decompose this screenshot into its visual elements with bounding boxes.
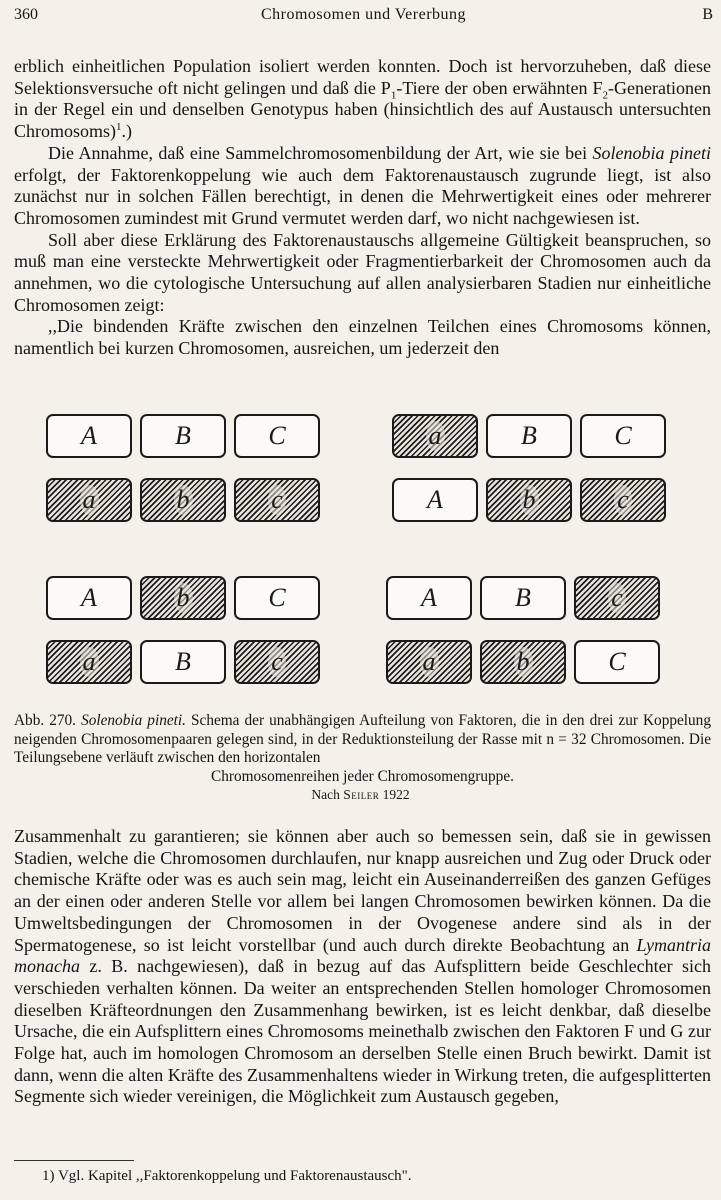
species-name: Solenobia pineti [592, 142, 711, 163]
chromosome-label: C [268, 583, 286, 612]
chromosome-c-hatched [234, 478, 320, 522]
chromosome-A [392, 478, 478, 522]
chromosome-label: b [174, 485, 193, 515]
body-text-bottom [14, 826, 711, 1108]
chromosome-label: C [268, 421, 286, 450]
chromosome-label: c [608, 583, 626, 613]
chromosome-label: A [427, 485, 443, 514]
caption-species: Solenobia pineti. [81, 712, 186, 729]
chromosome-label: A [81, 421, 97, 450]
figure-credit: Nach Seiler 1922 [311, 787, 410, 802]
chromosome-C [234, 414, 320, 458]
chromosome-B [480, 576, 566, 620]
running-title: Chromosomen und Vererbung [260, 6, 467, 23]
chromosome-label: b [174, 583, 193, 613]
footnote: 1) Vgl. Kapitel ,,Faktorenkoppelung und Faktorenaustausch". [42, 1168, 412, 1184]
quote-paragraph: ,,Die bindenden Kräfte zwischen den einzelnen Teilchen eines Chromosoms können, namentlich bei kurzen Chromosomen, ausreichen, um jederzeit den [14, 316, 711, 359]
chromosome-label: c [614, 485, 632, 515]
chromosome-label: B [521, 421, 537, 450]
chromosome-label: a [420, 647, 439, 677]
chromosome-label: b [520, 485, 539, 515]
chromosome-B [140, 640, 226, 684]
chromosome-label: A [81, 583, 97, 612]
chromosome-label: B [515, 583, 531, 612]
chromosome-a-hatched [392, 414, 478, 458]
chromosome-b-hatched [480, 640, 566, 684]
chromosome-label: a [80, 485, 99, 515]
chromosome-b-hatched [486, 478, 572, 522]
chromosome-a-hatched [386, 640, 472, 684]
chromosome-B [140, 414, 226, 458]
chromosome-B [486, 414, 572, 458]
chromosome-label: b [514, 647, 533, 677]
species-name: Lymantria monacha [14, 934, 711, 977]
chromosome-label: c [268, 485, 286, 515]
chromosome-C [580, 414, 666, 458]
chromosome-b-hatched [140, 478, 226, 522]
chromosome-label: C [614, 421, 632, 450]
caption-label: Abb. 270. [14, 712, 82, 729]
figure-caption: Abb. 270. Solenobia pineti. Schema der unabhängigen Aufteilung von Faktoren, die in den drei zur Koppelung neigenden Chromosomenpaaren gelegen sind, in der Reduktionsteilung der Rasse mit n = 32 Chromosomen. Die Teilungsebene verläuft zwischen den horizontalen Chromosomenreihen jeder Chromosomengruppe. [14, 712, 711, 785]
chromosome-label: a [426, 421, 445, 451]
chromosome-a-hatched [46, 640, 132, 684]
chromosome-c-hatched [234, 640, 320, 684]
page-header [14, 4, 713, 30]
chromosome-label: C [608, 647, 626, 676]
footnote-ref: 1 [116, 121, 122, 134]
chromosome-label: B [175, 647, 191, 676]
chromosome-b-hatched [140, 576, 226, 620]
signature-mark: B [702, 6, 713, 23]
paragraph: erblich einheitlichen Population isoliert werden konnten. Doch ist hervorzuheben, daß diese Selektionsversuche oft nicht gelingen und daß die $P_1$-Tiere der oben erwähnten $F_2$-Generationen in der Regel ein und denselben Genotypus haben (hinsichtlich des auf Austausch untersuchten Chromosoms)$^1$.) [14, 56, 711, 142]
footnote-rule [14, 1160, 134, 1161]
chromosome-label: B [175, 421, 191, 450]
paragraph: Die Annahme, daß eine Sammelchromosomenbildung der Art, wie sie bei Solenobia pineti erfolgt, der Faktorenkoppelung wie auch dem Faktorenaustausch zugrunde liegt, ist also zunächst nur in solchen Fällen berechtigt, in denen die Mehrwertigkeit eines oder mehrerer Chromosomen zumindest mit Grund vermutet werden darf, wo nicht nachgewiesen ist. [14, 142, 711, 228]
chromosome-c-hatched [574, 576, 660, 620]
chromosome-C [234, 576, 320, 620]
chromosome-A [46, 414, 132, 458]
chromosome-a-hatched [46, 478, 132, 522]
credit-author: Seiler [343, 787, 380, 802]
body-text-top [14, 56, 711, 360]
chromosome-figure [0, 408, 721, 708]
chromosome-label: a [80, 647, 99, 677]
page-number: 360 [14, 6, 38, 23]
chromosome-A [386, 576, 472, 620]
chromosome-c-hatched [580, 478, 666, 522]
chromosome-label: A [421, 583, 437, 612]
paragraph: Soll aber diese Erklärung des Faktorenaustauschs allgemeine Gültigkeit beanspruchen, so muß man eine versteckte Mehrwertigkeit oder Fragmentierbarkeit der Chromosomen auch da annehmen, wo die cytologische Untersuchung auf allen analysierbaren Stadien nur einheitliche Chromosomen zeigt: [14, 229, 711, 315]
paragraph: Zusammenhalt zu garantieren; sie können aber auch so bemessen sein, daß sie in gewissen Stadien, welche die Chromosomen durchlaufen, nur knapp ausreichen und Zug oder Druck oder chemische Kräfte oder was es auch sein mag, leicht ein Auseinanderreißen des ganzen Gefüges an der einen oder anderen Stelle vor allem bei langen Chromosomen bewirken können. Da die Umweltsbedingungen der Chromosomen in der Ovogenese andere sind als in der Spermatogenese, so ist leicht vorstellbar (und auch durch direkte Beobachtung an Lymantria monacha z. B. nachgewiesen), daß in bezug auf das Aufsplittern beide Geschlechter sich verschieden verhalten können. Da weiter an entsprechenden Stellen homologer Chromosomen dieselben Kräfteordnungen den Zusammenhang bewirken, ist es leicht denkbar, daß dieselbe Ursache, die ein Aufsplittern eines Chromosoms meinethalb zwischen den Faktoren F und G zur Folge hat, auch im homologen Chromosom an derselben Stelle einen Bruch bewirkt. Damit ist dann, wenn die alten Kräfte des Zusammenhaltens wieder in Wirkung treten, die aufgesplitterten Segmente sich wieder vereinigen, die Möglichkeit zum Austausch gegeben, [14, 826, 711, 1107]
chromosome-A [46, 576, 132, 620]
chromosome-C [574, 640, 660, 684]
chromosome-label: c [268, 647, 286, 677]
